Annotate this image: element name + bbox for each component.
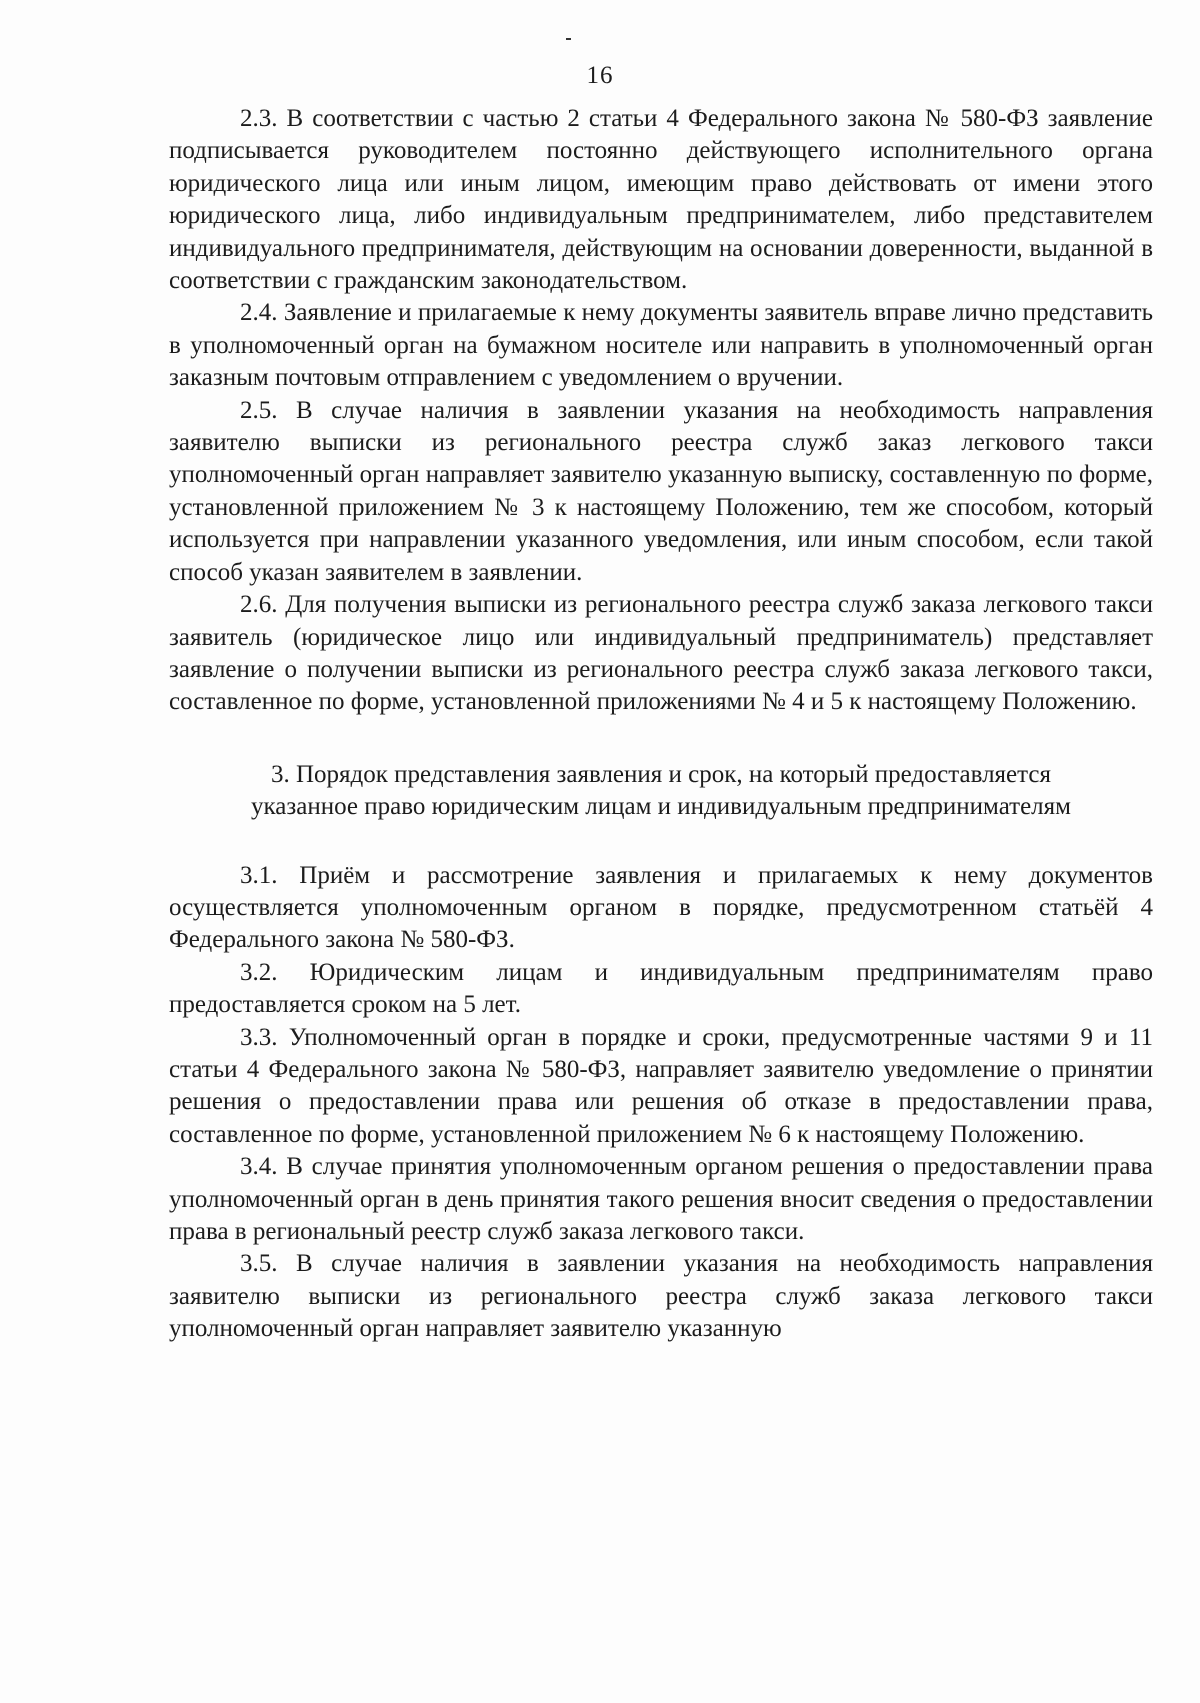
section-3-heading — [169, 759, 1153, 824]
paragraph-3-5: 3.5. В случае наличия в заявлении указания на необходимость направления заявителю выписки из регионального реестра служб заказа легкового такси уполномоченный орган направляет заявителю указанную — [169, 1250, 1153, 1343]
paragraph-2-3: 2.3. В соответствии с частью 2 статьи 4 Федерального закона № 580-ФЗ заявление подписывается руководителем постоянно действующего исполнительного органа юридического лица или иным лицом, имеющим право действовать от имени этого юридического лица, либо индивидуальным предпринимателем, либо представителем индивидуального предпринимателя, действующим на основании доверенности, выданной в соответствии с гражданским законодательством. — [169, 105, 1153, 295]
paragraph-2-5: 2.5. В случае наличия в заявлении указания на необходимость направления заявителю выписки из регионального реестра служб заказ легкового такси уполномоченный орган направляет заявителю указанную выписку, составленную по форме, установленной приложением № 3 к настоящему Положению, тем же способом, который используется при направлении указанного уведомления, или иным способом, если такой способ указан заявителем в заявлении. — [169, 396, 1153, 586]
paragraph-3-3: 3.3. Уполномоченный орган в порядке и сроки, предусмотренные частями 9 и 11 статьи 4 Федерального закона № 580-ФЗ, направляет заявителю уведомление о принятии решения о предоставлении права или решения об отказе в предоставлении права, составленное по форме, установленной приложением № 6 к настоящему Положению. — [169, 1023, 1153, 1148]
document-body — [169, 103, 1153, 1346]
paragraph-3-1: 3.1. Приём и рассмотрение заявления и прилагаемых к нему документов осуществляется уполномоченным органом в порядке, предусмотренном статьёй 4 Федерального закона № 580-ФЗ. — [169, 861, 1153, 954]
paragraph-3-4: 3.4. В случае принятия уполномоченным органом решения о предоставлении права уполномоченный орган в день принятия такого решения вносит сведения о предоставлении права в региональный реестр служб заказа легкового такси. — [169, 1153, 1153, 1245]
section-heading-line-2: указанное право юридическим лицам и индивидуальным предпринимателям — [251, 793, 1071, 821]
paragraph-2-4: 2.4. Заявление и прилагаемые к нему документы заявитель вправе лично представить в уполномоченный орган на бумажном носителе или направить в уполномоченный орган заказным почтовым отправлением с уведомлением о вручении. — [169, 299, 1153, 392]
paragraph-2-6: 2.6. Для получения выписки из регионального реестра служб заказа легкового такси заявитель (юридическое лицо или индивидуальный предприниматель) представляет заявление о получении выписки из регионального реестра служб заказа легкового такси, составленное по форме, установленной приложениями № 4 и 5 к настоящему Положению. — [169, 591, 1153, 716]
paragraph-3-2: 3.2. Юридическим лицам и индивидуальным предпринимателям право предоставляется сроком на 5 лет. — [169, 958, 1153, 1019]
scan-mark — [566, 38, 571, 40]
page-number: 16 — [586, 62, 614, 89]
section-heading-line-1: 3. Порядок представления заявления и срок, на который предоставляется — [271, 760, 1051, 788]
